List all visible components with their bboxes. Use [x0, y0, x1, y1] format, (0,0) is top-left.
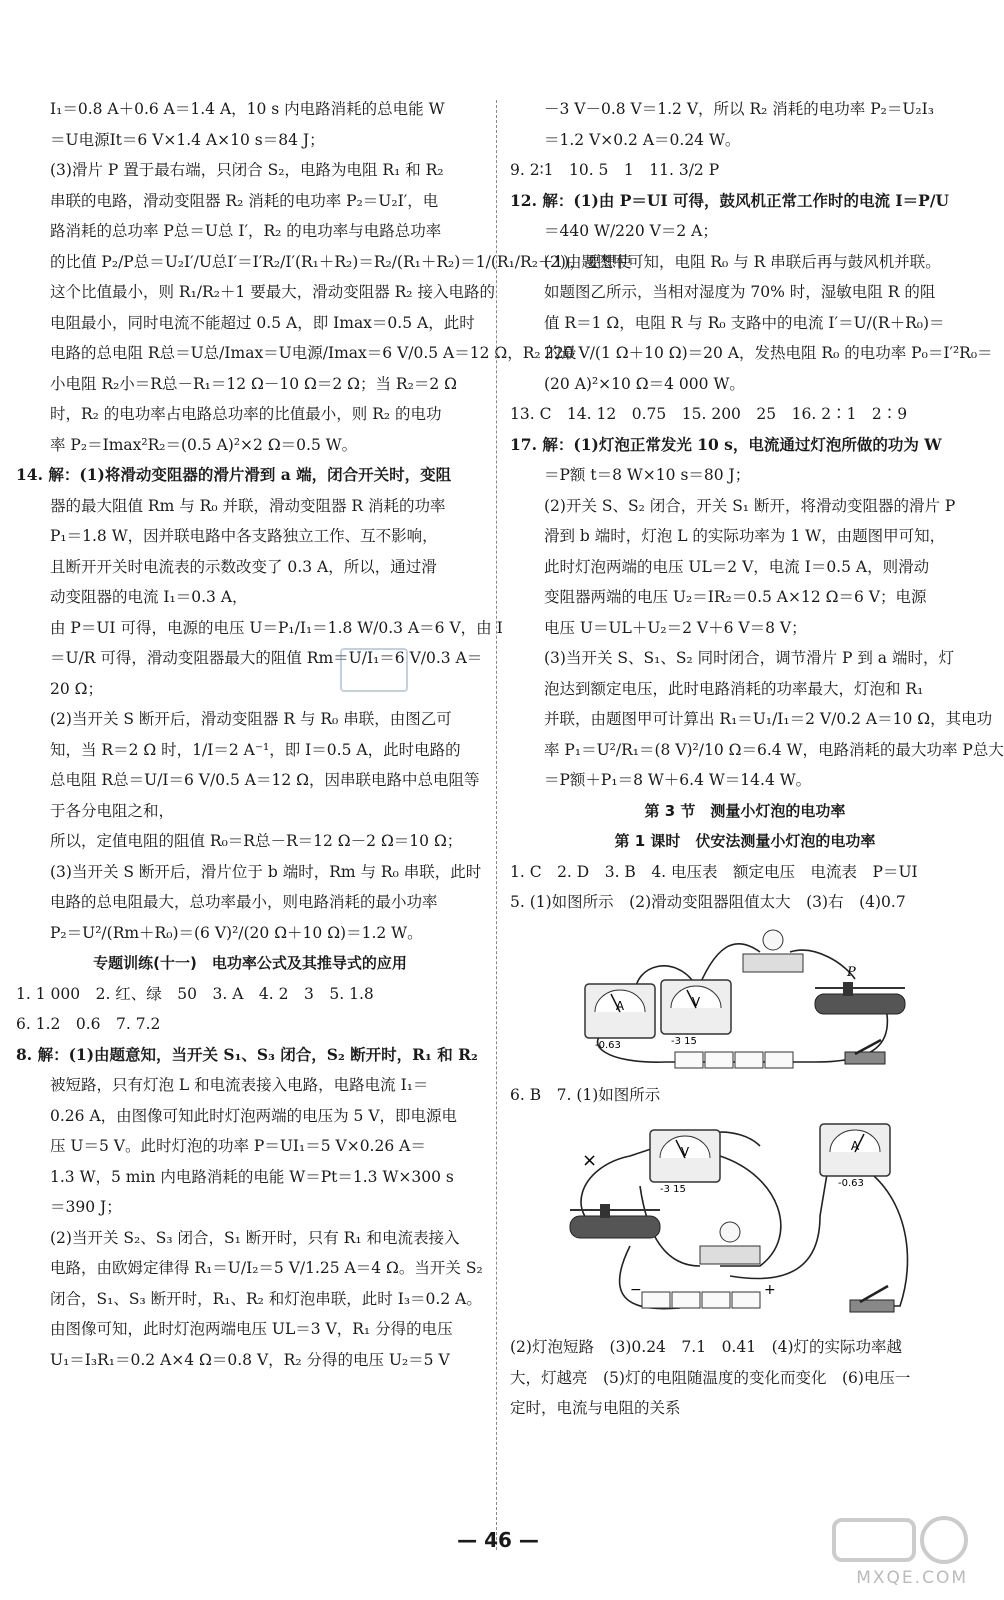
left-line: 串联的电路，滑动变阻器 R₂ 消耗的电功率 P₂＝U₂I′，电: [50, 191, 439, 210]
voltmeter-label-2: V: [680, 1145, 690, 1159]
left-line: 闭合，S₁、S₃ 断开时，R₁、R₂ 和灯泡串联，此时 I₃＝0.2 A。: [50, 1289, 482, 1308]
lamp-base: [743, 954, 803, 972]
battery-pack: [765, 1052, 793, 1068]
left-line: 器的最大阻值 Rm 与 R₀ 并联，滑动变阻器 R 消耗的功率: [50, 496, 446, 515]
right_top-line: 变阻器两端的电压 U₂＝IR₂＝0.5 A×12 Ω＝6 V；电源: [544, 588, 927, 606]
battery-minus: −: [630, 1282, 642, 1298]
lamp-bulb-2: [720, 1222, 740, 1242]
left-line: (3)滑片 P 置于最右端，只闭合 S₂，电路为电阻 R₁ 和 R₂: [50, 161, 444, 179]
right_top-line: 17. 解：(1)灯泡正常发光 10 s，电流通过灯泡所做的功为 W: [510, 434, 942, 454]
left-line: 电路的总电阻 R总＝U总/Imax＝U电源/Imax＝6 V/0.5 A＝12 Ω，R₂ 的最: [50, 344, 577, 362]
circuit-figure-1: [575, 924, 915, 1074]
left-line: 由图像可知，此时灯泡两端电压 UL＝3 V，R₁ 分得的电压: [50, 1320, 453, 1338]
right_bottom-line: 定时，电流与电阻的关系: [510, 1399, 681, 1417]
battery-pack-2: [732, 1292, 760, 1308]
right_top-line: 9. 2∶1 10. 5 1 11. 3/2 P: [510, 161, 720, 179]
left-line: 8. 解：(1)由题意知，当开关 S₁、S₃ 闭合，S₂ 断开时，R₁ 和 R₂: [16, 1044, 478, 1064]
rheostat-2: [570, 1216, 660, 1238]
column-divider: [496, 100, 497, 1550]
ammeter-label-2: A: [850, 1139, 860, 1153]
switch-2: [850, 1300, 894, 1312]
left-line: 1. 1 000 2. 红、绿 50 3. A 4. 2 3 5. 1.8: [16, 984, 374, 1003]
left-line: I₁＝0.8 A＋0.6 A＝1.4 A，10 s 内电路消耗的总电能 W: [50, 100, 445, 118]
right_top-line: 泡达到额定电压，此时电路消耗的功率最大，灯泡和 R₁: [544, 679, 924, 698]
left-line: 这个比值最小，则 R₁/R₂＋1 要最大，滑动变阻器 R₂ 接入电路的: [50, 283, 495, 301]
left-line: U₁＝I₃R₁＝0.2 A×4 Ω＝0.8 V，R₂ 分得的电压 U₂＝5 V: [50, 1350, 450, 1369]
left-line: 总电阻 R总＝U/I＝6 V/0.5 A＝12 Ω，因串联电路中总电阻等: [50, 771, 480, 789]
left-line: (2)当开关 S₂、S₃ 闭合，S₁ 断开时，只有 R₁ 和电流表接入: [50, 1228, 460, 1247]
right_top-line: 5. (1)如图所示 (2)滑动变阻器阻值太大 (3)右 (4)0.7: [510, 893, 906, 911]
left-line: ＝390 J；: [50, 1198, 122, 1216]
left-line: 小电阻 R₂小＝R总－R₁＝12 Ω－10 Ω＝2 Ω；当 R₂＝2 Ω: [50, 374, 457, 393]
voltmeter-label: V: [691, 994, 701, 1009]
left-line: 动变阻器的电流 I₁＝0.3 A，: [50, 588, 248, 606]
right_top-line: 第 1 课时 伏安法测量小灯泡的电功率: [614, 832, 876, 850]
right_bottom-line: 大，灯越亮 (5)灯的电阻随温度的变化而变化 (6)电压一: [510, 1368, 911, 1387]
circuit-diagram-1: [575, 924, 915, 1074]
left-line: 14. 解：(1)将滑动变阻器的滑片滑到 a 端，闭合开关时，变阻: [16, 465, 452, 484]
left-line: 20 Ω；: [50, 679, 104, 698]
left-line: 电路，由欧姆定律得 R₁＝U/I₂＝5 V/1.25 A＝4 Ω。当开关 S₂: [50, 1259, 483, 1277]
right_top-line: (3)当开关 S、S₁、S₂ 同时闭合，调节滑片 P 到 a 端时，灯: [544, 649, 954, 667]
voltmeter-terminals-2: -3 15: [660, 1184, 686, 1195]
switch: [845, 1052, 885, 1064]
left-line: 6. 1.2 0.6 7. 7.2: [16, 1015, 161, 1033]
right_bottom-line: (2)灯泡短路 (3)0.24 7.1 0.41 (4)灯的实际功率越: [510, 1338, 903, 1356]
ink-stamp: [340, 648, 408, 692]
right_top-line: 值 R＝1 Ω，电阻 R 与 R₀ 支路中的电流 I′＝U/(R＋R₀)＝: [544, 313, 945, 332]
ammeter-label: A: [615, 998, 625, 1013]
circuit-diagram-2: [560, 1116, 930, 1326]
right_top-line: ＝P额 t＝8 W×10 s＝80 J；: [544, 466, 751, 484]
right-bottom-text: [510, 1332, 980, 1424]
right_top-line: 并联，由题图甲可计算出 R₁＝U₁/I₁＝2 V/0.2 A＝10 Ω，其电功: [544, 710, 993, 728]
page-number: — 46 —: [457, 1528, 539, 1552]
circuit-figure-2: [560, 1116, 930, 1326]
left-line: 率 P₂＝Imax²R₂＝(0.5 A)²×2 Ω＝0.5 W。: [50, 435, 358, 454]
left-line: 于各分电阻之和，: [50, 801, 175, 820]
left-line: ＝U电源It＝6 V×1.4 A×10 s＝84 J；: [50, 130, 325, 149]
right_top-line: 滑到 b 端时，灯泡 L 的实际功率为 1 W，由题图甲可知，: [544, 527, 946, 545]
left-line: ＝U/R 可得，滑动变阻器最大的阻值 Rm＝U/I₁＝6 V/0.3 A＝: [50, 649, 483, 667]
right_top-line: 12. 解：(1)由 P＝UI 可得，鼓风机正常工作时的电流 I＝P/U: [510, 190, 950, 210]
lamp-bulb: [763, 930, 783, 950]
voltmeter-terminals: -3 15: [671, 1035, 697, 1047]
left-line: 路消耗的总功率 P总＝U总 I′，R₂ 的电功率与电路总功率: [50, 222, 442, 240]
right_mid-line: 6. B 7. (1)如图所示: [510, 1085, 661, 1104]
right_top-line: ＝1.2 V×0.2 A＝0.24 W。: [544, 130, 741, 149]
right_top-line: 220 V/(1 Ω＋10 Ω)＝20 A，发热电阻 R₀ 的电功率 P₀＝I′²R₀＝: [544, 344, 993, 362]
right_top-line: (2)由题图甲可知，电阻 R₀ 与 R 串联后再与鼓风机并联。: [544, 252, 941, 271]
left-line: 0.26 A，由图像可知此时灯泡两端的电压为 5 V，即电源电: [50, 1106, 458, 1125]
left-line: 电阻最小，同时电流不能超过 0.5 A，即 Imax＝0.5 A，此时: [50, 313, 475, 332]
left-line: 所以，定值电阻的阻值 R₀＝R总－R＝12 Ω－2 Ω＝10 Ω；: [50, 832, 463, 850]
left-line: 知，当 R＝2 Ω 时，1/I＝2 A⁻¹，即 I＝0.5 A，此时电路的: [50, 740, 461, 759]
lamp-base-2: [700, 1246, 760, 1264]
right_top-line: (20 A)²×10 Ω＝4 000 W。: [544, 374, 745, 393]
right-column: [510, 94, 1004, 1424]
right_top-line: (2)开关 S、S₂ 闭合，开关 S₁ 断开，将滑动变阻器的滑片 P: [544, 496, 956, 515]
right_top-line: 此时灯泡两端的电压 UL＝2 V，电流 I＝0.5 A，则滑动: [544, 557, 930, 576]
right_top-line: 电压 U＝UL＋U₂＝2 V＋6 V＝8 V；: [544, 618, 807, 637]
right_top-line: 1. C 2. D 3. B 4. 电压表 额定电压 电流表 P＝UI: [510, 862, 918, 881]
ammeter-terminals: -0.63: [595, 1039, 621, 1051]
left-line: 压 U＝5 V。此时灯泡的功率 P＝UI₁＝5 V×0.26 A＝: [50, 1137, 426, 1155]
right_top-line: 第 3 节 测量小灯泡的电功率: [644, 801, 846, 820]
left-line: 1.3 W，5 min 内电路消耗的电能 W＝Pt＝1.3 W×300 s: [50, 1167, 454, 1186]
right-top-text: [510, 94, 1004, 918]
left-line: P₂＝U²/(Rm＋R₀)＝(6 V)²/(20 Ω＋10 Ω)＝1.2 W。: [50, 923, 423, 942]
left-line: 且断开开关时电流表的示数改变了 0.3 A，所以，通过滑: [50, 557, 437, 576]
right_top-line: 如题图乙所示，当相对湿度为 70% 时，湿敏电阻 R 的阻: [544, 283, 936, 301]
right_top-line: 13. C 14. 12 0.75 15. 200 25 16. 2∶1 2∶9: [510, 405, 908, 423]
rheostat: [815, 994, 905, 1014]
right_top-line: ＝440 W/220 V＝2 A；: [544, 222, 718, 240]
left-line: 专题训练(十一) 电功率公式及其推导式的应用: [93, 954, 407, 972]
slider-label: P: [847, 964, 856, 980]
right-mid-text: [510, 1080, 980, 1111]
ammeter-terminals-2: -0.63: [838, 1178, 864, 1189]
left-line: 的比值 P₂/P总＝U₂I′/U总I′＝I′R₂/I′(R₁＋R₂)＝R₂/(R₁＋R₂)＝1/(R₁/R₂＋1)，要想使: [50, 252, 632, 271]
watermark-text: MXQE.COM: [856, 1568, 968, 1588]
cross-mark: ×: [582, 1150, 598, 1171]
left-line: 时，R₂ 的电功率占电路总功率的比值最小，则 R₂ 的电功: [50, 405, 442, 423]
left-line: P₁＝1.8 W，因并联电路中各支路独立工作、互不影响，: [50, 527, 438, 545]
left-line: (2)当开关 S 断开后，滑动变阻器 R 与 R₀ 串联，由图乙可: [50, 710, 452, 728]
left-line: (3)当开关 S 断开后，滑片位于 b 端时，Rm 与 R₀ 串联，此时: [50, 862, 482, 881]
left-line: 由 P＝UI 可得，电源的电压 U＝P₁/I₁＝1.8 W/0.3 A＝6 V，由 I: [50, 618, 503, 637]
right_top-line: ＝P额＋P₁＝8 W＋6.4 W＝14.4 W。: [544, 771, 812, 789]
right_top-line: －3 V－0.8 V＝1.2 V，所以 R₂ 消耗的电功率 P₂＝U₂I₃: [544, 100, 934, 118]
left-line: 被短路，只有灯泡 L 和电流表接入电路，电路电流 I₁＝: [50, 1076, 429, 1094]
left-line: 电路的总电阻最大，总功率最小，则电路消耗的最小功率: [50, 893, 438, 911]
battery-plus: +: [764, 1282, 776, 1298]
right_top-line: 率 P₁＝U²/R₁＝(8 V)²/10 Ω＝6.4 W，电路消耗的最大功率 P总大: [544, 740, 1004, 759]
